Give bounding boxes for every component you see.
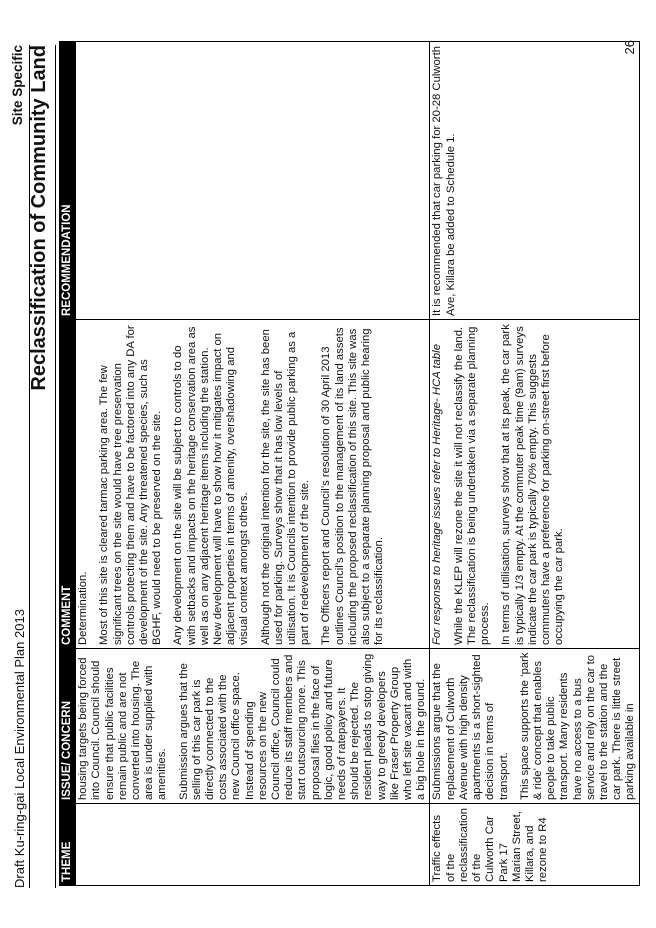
heritage-reference-note: For response to heritage issues refer to Heritage- HCA table bbox=[431, 344, 444, 645]
column-header-comment: COMMENT bbox=[60, 320, 76, 649]
issue-paragraph: Submissions argue that the replacement of Culworth Avenue with high density apartments is a short-sighted decision in terms of transport. bbox=[431, 654, 510, 800]
page-heading: Reclassification of Community Land bbox=[28, 45, 50, 391]
header-rule bbox=[29, 45, 30, 888]
theme-cell bbox=[76, 804, 430, 886]
heading-rule bbox=[55, 45, 56, 888]
comment-cell bbox=[76, 320, 430, 649]
column-header-theme: THEME bbox=[60, 804, 76, 886]
table-header-row bbox=[60, 42, 76, 886]
document-title: Draft Ku-ring-gai Local Environmental Plan 2013 bbox=[12, 609, 27, 888]
comment-paragraph: Most of this site is cleared tarmac parking area. The few significant trees on the site would have tree preservation controls protecting them and have to be factored into any DA for development of the site. Any threatened species, such as BGHF, would need to be preserved on the site. bbox=[98, 325, 164, 645]
comment-paragraph: Although not the original intention for the site, the site has been used for parking. Surveys show that it has low levels of utilisation. It is Councils intention to provide public parking as a part of redevelopment of the site. bbox=[259, 329, 312, 645]
issue-cell bbox=[76, 649, 430, 804]
table-row bbox=[76, 42, 430, 886]
comment-paragraph: Determination. bbox=[77, 571, 90, 645]
recommendation-cell: It is recommended that car parking for 20-28 Culworth Ave, Killara be added to Schedule 1. bbox=[430, 42, 639, 320]
issue-cell bbox=[430, 649, 639, 804]
section-label: Site Specific bbox=[10, 45, 25, 126]
column-header-recommendation: RECOMMENDATION bbox=[60, 42, 76, 320]
comment-cell bbox=[430, 320, 639, 649]
comment-paragraph: In terms of utilisation, surveys show that at its peak, the car park is typically 1/3 empty. At the commuter peak time (9am) surveys indicate the car park is typically 70% empty. This suggests commuters have a preference for parking on-street first before occupying the car park. bbox=[500, 324, 566, 645]
comment-paragraph: The Officers report and Council’s resolution of 30 April 2013 outlines Council’s position to the management of its land assets including the proposed reclassification of this site. This site was also subject to a separate planning proposal and public hearing for its reclassification. bbox=[320, 327, 386, 645]
comment-paragraph: While the KLEP will rezone the site it will not reclassify the land. The reclassification is being undertaken via a separate planning process. bbox=[452, 326, 492, 645]
comment-paragraph: Any development on the site will be subject to controls to do with setbacks and impacts on the heritage conservation area as well as on any adjacent heritage items including the station. New development will have to show how it mitigates impact on adjacent properties in terms of amenity, overshadowing and visual context amongst others. bbox=[172, 326, 251, 645]
theme-cell: Traffic effects of the reclassification of the Culworth Car Park 17 Marian Street, Killara, and rezone to R4 bbox=[430, 804, 639, 886]
issue-paragraph: This space supports the ‘park & ride’ concept that enables people to take public transport. Many residents have no access to a bus service and rely on the car to travel to the station and the car park. There is little street parking available in bbox=[518, 652, 637, 800]
submissions-table bbox=[59, 41, 640, 886]
recommendation-cell bbox=[76, 42, 430, 320]
issue-paragraph: housing targets being forced into Council. Council should ensure that public facilities remain public and are not converted into housing. The area is under supplied with amenities. bbox=[77, 657, 169, 800]
page-number: 26 bbox=[622, 40, 637, 55]
table-row bbox=[430, 42, 639, 886]
column-header-issue: ISSUE/ CONCERN bbox=[60, 649, 76, 804]
issue-paragraph: Submission argues that the selling of this car park is directly connected to the costs associated with the new Council office space. Instead of spending resources on the new Council office, Council could reduce its staff members and start outsourcing more. This proposal flies in the face of logic, good policy and future needs of ratepayers. It should be rejected. The resident pleads to stop giving way to greedy developers like Fraser Property Group who left site vacant and with a big hole in the ground. bbox=[177, 653, 428, 800]
